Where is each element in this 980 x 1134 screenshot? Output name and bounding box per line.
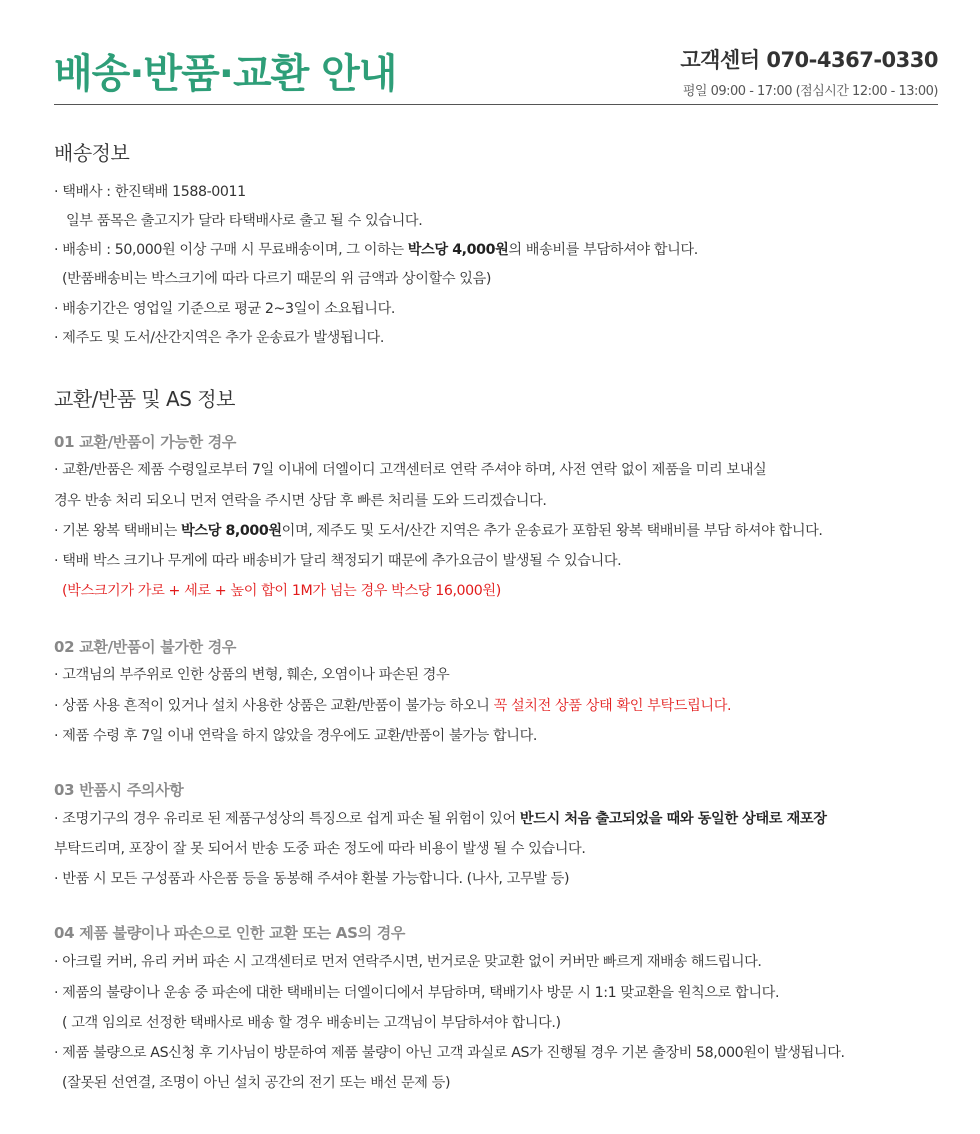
defect-as-line-1: · 아크릴 커버, 유리 커버 파손 시 고객센터로 먼저 연락주시면, 번거로운 맞교환 없이 커버만 빠르게 재배송 해드립니다.	[54, 954, 762, 970]
exchange-possible-title: 01 교환/반품이 가능한 경우	[54, 433, 237, 451]
shipping-period: · 배송기간은 영업일 기준으로 평균 2~3일이 소요됩니다.	[54, 301, 396, 317]
return-shipping-note: (반품배송비는 박스크기에 따라 다르기 때문의 위 금액과 상이할수 있음)	[62, 271, 491, 287]
shipping-fee-text-a: · 배송비 : 50,000원 이상 구매 시 무료배송이며, 그 이하는	[54, 242, 408, 258]
shipping-section-title: 배송정보	[54, 141, 130, 165]
return-caution-title: 03 반품시 주의사항	[54, 781, 184, 799]
return-caution-line-3: · 반품 시 모든 구성품과 사은품 등을 동봉해 주셔야 환불 가능합니다. (나사, 고무발 등)	[54, 871, 570, 887]
exchange-impossible-line-2	[54, 696, 731, 716]
repack-instruction: 반드시 처음 출고되었을 때와 동일한 상태로 재포장	[519, 811, 827, 827]
shipping-fee-text-b: 의 배송비를 부담하셔야 합니다.	[508, 242, 698, 258]
shipping-carrier: · 택배사 : 한진택배 1588-0011	[54, 184, 246, 200]
customer-center-contact	[680, 44, 938, 99]
oversize-box-note: (박스크기가 가로 + 세로 + 높이 합이 1M가 넘는 경우 박스당 16,000원)	[62, 583, 501, 599]
exchange-possible-line-3	[54, 521, 823, 541]
return-caution-line-1	[54, 809, 827, 829]
exchange-impossible-line-1: · 고객님의 부주위로 인한 상품의 변형, 훼손, 오염이나 파손된 경우	[54, 667, 450, 683]
exchange-possible-line-2: 경우 반송 처리 되오니 먼저 연락을 주시면 상담 후 빠른 처리를 도와 드리겠습니다.	[54, 493, 547, 509]
fragile-text: · 조명기구의 경우 유리로 된 제품구성상의 특징으로 쉽게 파손 될 위험이 있어	[54, 811, 520, 827]
shipping-fee	[54, 240, 698, 260]
defect-as-line-3: ( 고객 임의로 선정한 택배사로 배송 할 경우 배송비는 고객님이 부담하셔야 합니다.)	[62, 1015, 561, 1031]
customer-center-phone: 고객센터 070-4367-0330	[680, 48, 938, 72]
exchange-possible-line-1: · 교환/반품은 제품 수령일로부터 7일 이내에 더엘이디 고객센터로 연락 주셔야 하며, 사전 연락 없이 제품을 미리 보내실	[54, 462, 767, 478]
customer-center-hours: 평일 09:00 - 17:00 (점심시간 12:00 - 13:00)	[682, 84, 938, 99]
page-title: 배송·반품·교환 안내	[54, 51, 397, 97]
defect-as-title: 04 제품 불량이나 파손으로 인한 교환 또는 AS의 경우	[54, 924, 406, 942]
used-product-text: · 상품 사용 흔적이 있거나 설치 사용한 상품은 교환/반품이 불가능 하오니	[54, 698, 494, 714]
exchange-impossible-line-3: · 제품 수령 후 7일 이내 연락을 하지 않았을 경우에도 교환/반품이 불가능 합니다.	[54, 728, 538, 744]
exchange-impossible-title: 02 교환/반품이 불가한 경우	[54, 638, 237, 656]
defect-as-line-2: · 제품의 불량이나 운송 중 파손에 대한 택배비는 더엘이디에서 부담하며, 택배기사 방문 시 1:1 맞교환을 원칙으로 합니다.	[54, 985, 780, 1001]
return-caution-line-2: 부탁드리며, 포장이 잘 못 되어서 반송 도중 파손 정도에 따라 비용이 발생 될 수 있습니다.	[54, 841, 586, 857]
shipping-fee-amount: 박스당 4,000원	[407, 242, 509, 258]
round-trip-fee-amount: 박스당 8,000원	[181, 523, 282, 539]
exchange-possible-line-4: · 택배 박스 크기나 무게에 따라 배송비가 달리 책정되기 때문에 추가요금이 발생될 수 있습니다.	[54, 553, 622, 569]
header	[54, 32, 938, 105]
check-before-install-warning: 꼭 설치전 상품 상태 확인 부탁드립니다.	[493, 698, 732, 714]
defect-as-line-5: (잘못된 선연결, 조명이 아닌 설치 공간의 전기 또는 배선 문제 등)	[62, 1075, 451, 1091]
shipping-island-note: · 제주도 및 도서/산간지역은 추가 운송료가 발생됩니다.	[54, 330, 384, 346]
shipping-carrier-note: 일부 품목은 출고지가 달라 타택배사로 출고 될 수 있습니다.	[66, 213, 423, 229]
defect-as-line-4: · 제품 불량으로 AS신청 후 기사님이 방문하여 제품 불량이 아닌 고객 과실로 AS가 진행될 경우 기본 출장비 58,000원이 발생됩니다.	[54, 1045, 845, 1061]
round-trip-fee-text-a: · 기본 왕복 택배비는	[54, 523, 181, 539]
exchange-section-title: 교환/반품 및 AS 정보	[54, 387, 235, 411]
round-trip-fee-text-b: 이며, 제주도 및 도서/산간 지역은 추가 운송료가 포함된 왕복 택배비를 부담 하셔야 합니다.	[281, 523, 823, 539]
